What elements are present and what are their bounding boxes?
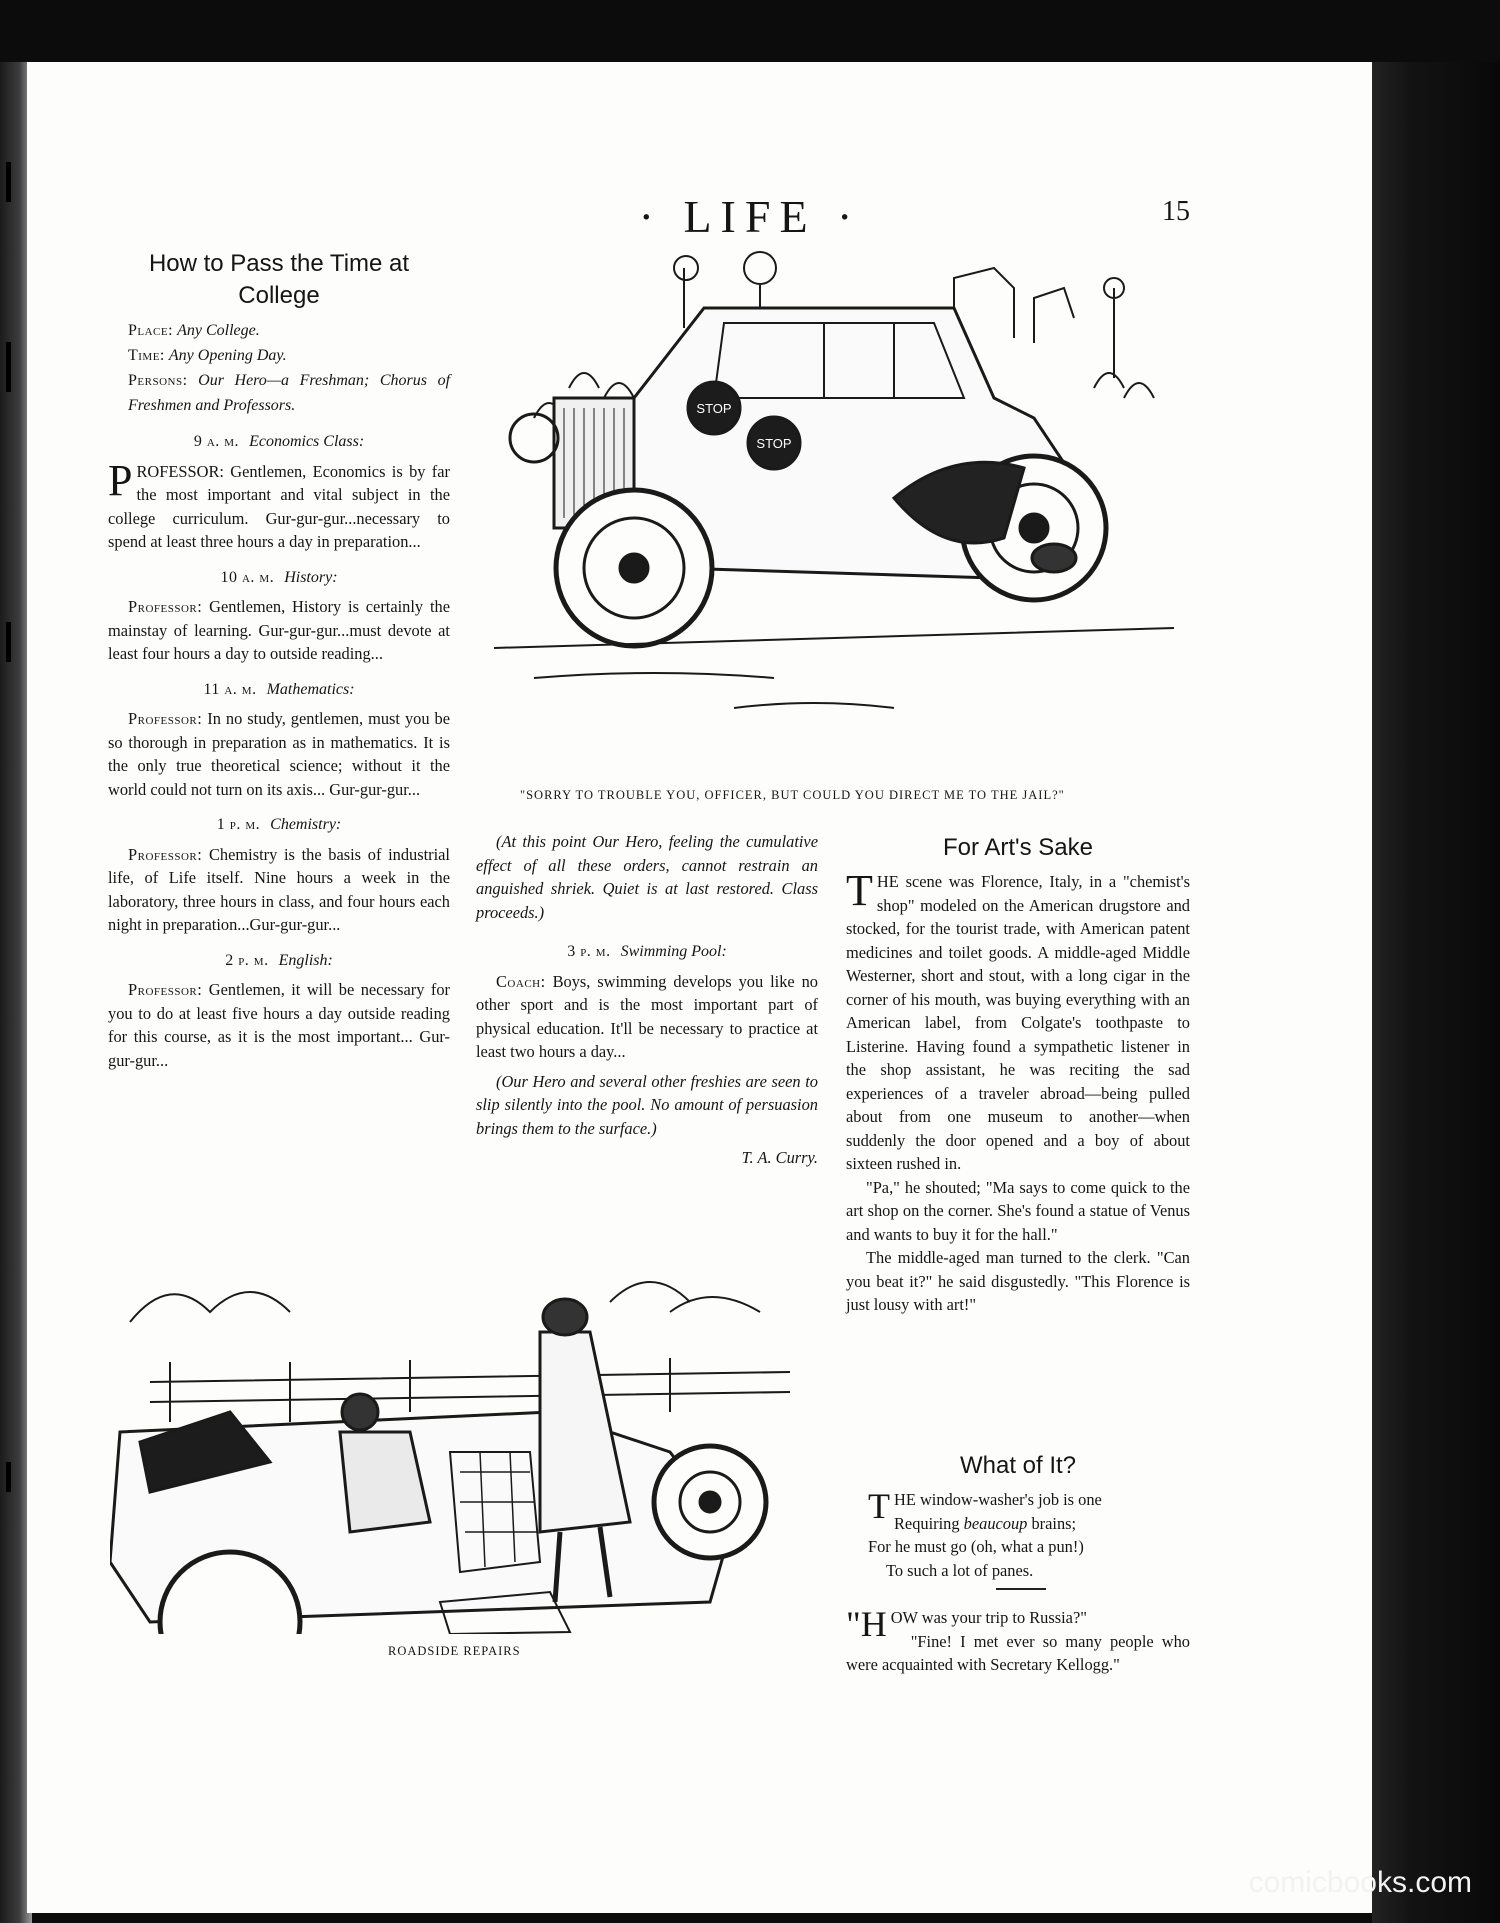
masthead: · LIFE · xyxy=(638,191,862,242)
cartoon-roadside-repairs xyxy=(110,1262,822,1634)
time-line: Time: Any Opening Day. xyxy=(128,347,287,364)
stop-sign-2: STOP xyxy=(756,436,792,451)
cartoon-bottom-caption: ROADSIDE REPAIRS xyxy=(388,1644,521,1658)
article-college-col1 xyxy=(108,248,450,1072)
watermark: comicbooks.com xyxy=(1248,1866,1472,1899)
joke-line: "HOW was your trip to Russia?" xyxy=(846,1604,1087,1644)
section-text: Professor: Chemistry is the basis of industrial life, of Life itself. Nine hours a week in the laboratory, three hours in class, and four hours each night in preparation...Gur-gur-gur... xyxy=(108,844,450,934)
article-title: How to Pass the Time at College xyxy=(148,250,410,309)
joke-russia xyxy=(846,1606,1190,1677)
poem-title: What of It? xyxy=(959,1452,1077,1479)
byline: T. A. Curry. xyxy=(741,1148,818,1167)
article-paragraph: "Pa," he shouted; "Ma says to come quick to the art shop on the corner. She's found a statue of Venus and wants to buy it for the hall." xyxy=(846,1177,1190,1244)
joke-line: "Fine! I met ever so many people who were acquainted with Secretary Kellogg." xyxy=(846,1631,1190,1674)
poem-line: To such a lot of panes. xyxy=(886,1560,1034,1580)
article-paragraph: The middle-aged man turned to the clerk. "Can you beat it?" he said disgustedly. "This Florence is just lousy with art!" xyxy=(846,1248,1190,1314)
article-title: For Art's Sake xyxy=(943,834,1093,861)
place-line: Place: Any College. xyxy=(128,322,260,339)
poem-line: THE window-washer's job is one xyxy=(868,1486,1102,1526)
poem-line: For he must go (oh, what a pun!) xyxy=(868,1537,1084,1556)
poem-body xyxy=(846,1488,1190,1582)
scan-edge xyxy=(1372,62,1500,1923)
stage-direction: (At this point Our Hero, feeling the cumulative effect of all these orders, cannot restrain an anguished shriek. Quiet is at last restored. Class proceeds.) xyxy=(476,832,818,922)
drop-cap: T xyxy=(868,1486,890,1526)
drop-cap: P xyxy=(108,455,133,505)
roadside-repairs-illustration xyxy=(110,1262,822,1634)
page-number: 15 xyxy=(1162,196,1190,227)
article-paragraph: THE scene was Florence, Italy, in a "chemist's shop" modeled on the American drugstore and stocked, for the tourist trade, with American patent medicines and toilet goods. A middle-aged Middle Westerner, short and stout, with a long cigar in the corner of his mouth, was buying everything with an American label, from Colgate's toothpaste to Listerine. Having found a sympathetic listener in the shop assistant, he was reciting the sad experiences of a traveler abroad—being pulled about from one museum to another—when suddenly the door opened and a boy of about sixteen rushed in. xyxy=(846,866,1190,1173)
section-text: PROFESSOR: Gentlemen, Economics is by far the most important and vital subject in the college curriculum. Gur-gur-gur...necessary to spend at least three hours a day in preparation... xyxy=(108,455,450,551)
divider xyxy=(996,1588,1046,1590)
section-time: 1 p. m. Chemistry: xyxy=(216,816,342,833)
section-time: 9 a. m. Economics Class: xyxy=(193,433,365,450)
stop-sign-1: STOP xyxy=(696,401,732,416)
cartoon-car-illustration xyxy=(474,248,1194,778)
section-text: Professor: Gentlemen, History is certainly the mainstay of learning. Gur-gur-gur...must devote at least four hours a day to outside reading... xyxy=(108,597,450,663)
section-time: 11 a. m. Mathematics: xyxy=(203,680,355,698)
section-text: Professor: Gentlemen, it will be necessary for you to do at least five hours a day outside reading for this course, as it is the most important... Gur-gur-gur... xyxy=(108,980,450,1070)
cartoon-car-stop xyxy=(474,248,1194,778)
poem-what-of-it xyxy=(846,1450,1190,1582)
section-text: Professor: In no study, gentlemen, must you be so thorough in preparation as in mathematics. It is the only true theoretical science; without it the world could not turn on its axis... Gur-gur-gur... xyxy=(108,709,450,799)
stage-direction: (Our Hero and several other freshies are seen to slip silently into the pool. No amount of persuasion brings them to the surface.) xyxy=(476,1071,818,1138)
cartoon-top-caption: "SORRY TO TROUBLE YOU, OFFICER, BUT COULD YOU DIRECT ME TO THE JAIL?" xyxy=(520,788,1065,802)
article-college-col2 xyxy=(476,830,818,1170)
section-text: Coach: Boys, swimming develops you like no other sport and is the most important part of physical education. It'll be necessary to practice at least two hours a day... xyxy=(476,971,818,1061)
section-time: 10 a. m. History: xyxy=(220,568,338,586)
section-time: 3 p. m. Swimming Pool: xyxy=(567,943,727,960)
drop-cap: T xyxy=(846,866,873,915)
drop-cap: "H xyxy=(846,1604,887,1644)
poem-line: Requiring beaucoup brains; xyxy=(894,1513,1077,1533)
article-arts-sake xyxy=(846,832,1190,1317)
section-time: 2 p. m. English: xyxy=(225,951,333,969)
persons-line: Persons: Our Hero—a Freshman; Chorus of Freshmen and Professors. xyxy=(128,372,451,414)
